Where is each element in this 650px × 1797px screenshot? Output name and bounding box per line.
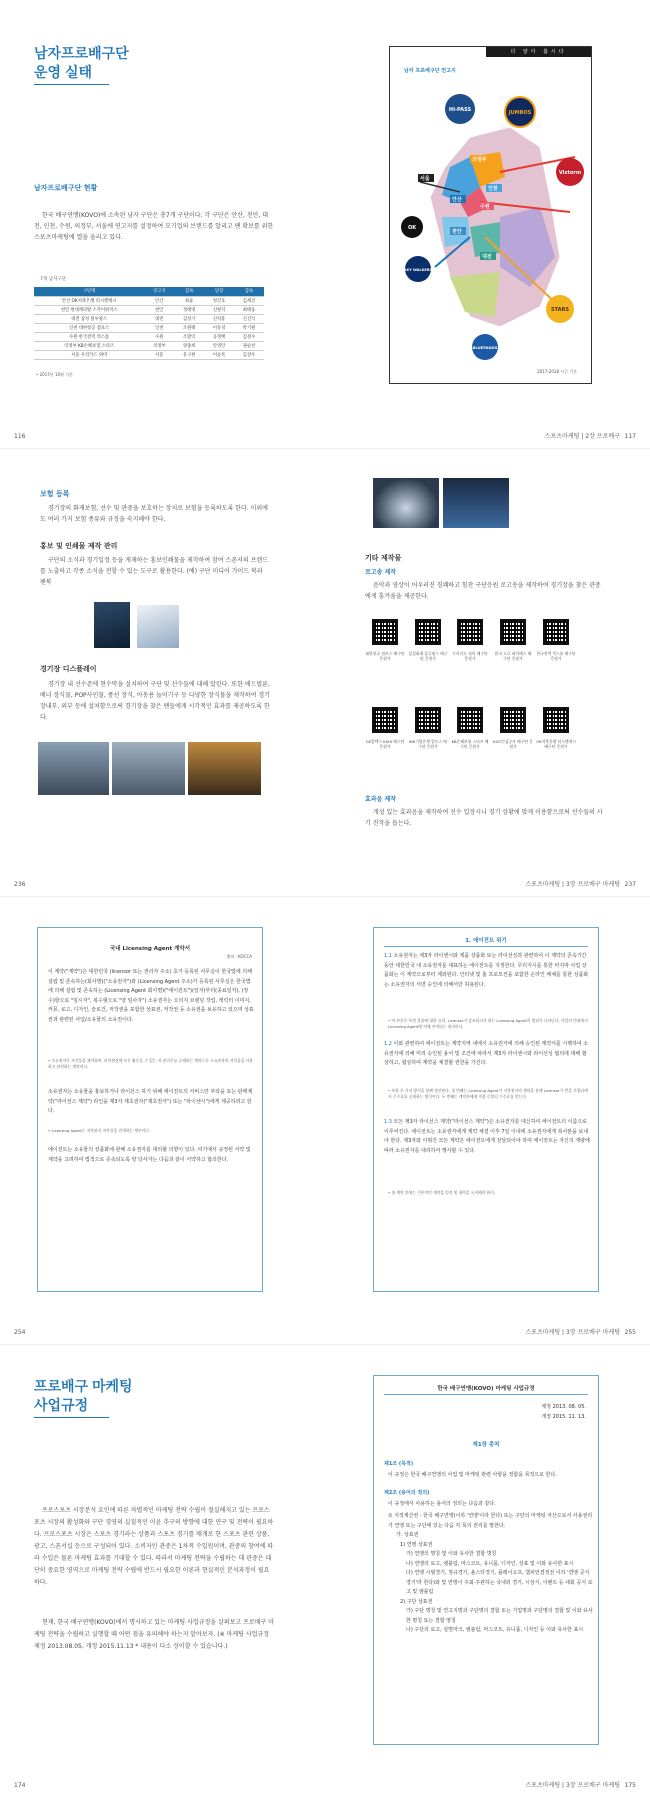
title-line-1: 남자프로배구단 [34,45,129,61]
arena-photo [187,741,262,796]
page-237 [325,449,650,896]
regulation-line: ① 지적재산권 : 한국 배구연맹(이하 '연맹'이라 한다) 또는 구단의 마케팅 자산으로서 사용권리가 연맹 또는 구단에 있는 다음 각 목의 권리를 말한다. [388,1513,593,1529]
table-row [34,314,264,323]
page-175 [325,1345,650,1797]
spread-4 [0,1344,650,1797]
clause-text: 모든 제3자 라이선스 계약("라이선스 계약")은 소유권자를 대신하여 에이전트의 이름으로 이루어진다. 에이전트는 소유권자에게 계약 체결 이후 7일 이내에 소유권자에게 복사본을 보내야 한다. 제3자와 이뤄진 모든 계약은 에이전트에게 전달되어야 하며 에이전트는 자신의 재량에 따라 소유권자를 대리하여 행사할 수 있다. [384,1119,590,1154]
table-cell: 안영안 [204,341,234,350]
running-head: 스포츠마케팅 | 3장 프로배구 마케팅 [525,1782,620,1789]
folio: 237 [624,881,636,888]
info-bar: 더 알아 봅시다 [486,47,591,57]
clause-number: 1.2 [384,1041,392,1047]
team-logo-text: SKY WALKERS [404,268,432,272]
table-cell: 권순찬 [234,341,264,350]
table-header-cell: 연고지 [144,287,174,296]
table-cell: 서울 우리카드 위비 [34,350,144,359]
table-cell: 신현석 [204,305,234,314]
table-row [34,305,264,314]
qr-label: IBK기업은행 알토스 배구단 응원가 [409,739,447,749]
qr-code[interactable] [500,619,526,645]
team-logo-text: BLUEFANGS [472,345,498,350]
article-heading: 제2조 (용어의 정의) [384,1490,430,1496]
qr-code[interactable] [543,619,569,645]
table-cell: 공정배 [204,332,234,341]
page-254 [0,897,325,1344]
folio: 255 [624,1329,636,1336]
section-heading: 보험 등록 [40,490,70,498]
team-logo-text: HI-PASS [448,107,472,113]
team-logo-text: JUMBOS [508,110,532,116]
table-cell: 서울 [144,350,174,359]
qr-code[interactable] [500,707,526,733]
regulation-line: 가) 구단 명칭 및 연고지명과 구단명의 결합 또는 기업명과 구단명의 결합 및 이와 유사한 명칭 또는 결합 명칭 [406,1608,593,1624]
note: • 보통 두 가지 방식을 통해 정산된다. 첫 번째는 Licensing Agent가 저작권자의 계약을 통해 Licensor가 받을 로열티에서 수수료를 공제하는 방식이다. 두 번째는 계약자에게 직접 로열티 수수료를 받는다. [388,1088,588,1099]
running-head: 스포츠마케팅 | 3장 프로배구 마케팅 [525,881,620,888]
page-236 [0,449,325,896]
table-cell: 천안 [144,305,174,314]
qr-code[interactable] [372,619,398,645]
contract-box [37,927,263,1292]
table-cell: 수원 한국전력 빅스톰 [34,332,144,341]
regulation-line: 다) 연맹 시범경기, 정규경기, 올스타경기, 플레이오프, 챔피언결정전 이하 '연맹 공식경기'라 한다)와 및 연맹이 주최·주관하는 국내외 경기, 시상식, 이벤트 등 대회 공식 로고 및 엠블럼 [406,1570,593,1595]
table-cell: 조원태 [174,323,204,332]
clause-number: 1.1 [384,953,392,959]
page-255 [325,897,650,1344]
clause-number: 1.3 [384,1119,392,1125]
date-block [541,1402,586,1422]
subsection-heading: 효과음 제작 [365,796,397,803]
event-photo [372,477,440,529]
table-row [34,341,264,350]
table-cell: 유구현 [174,350,204,359]
table-cell: 최태웅 [234,305,264,314]
qr-label: 우리카드 위비 배구단 응원가 [452,651,488,661]
article-text: 이 규정에서 사용하는 용어의 정의는 다음과 같다. [388,1501,496,1507]
section-heading: 홍보 및 인쇄물 제작 관리 [40,542,118,550]
qr-label: 대한항공 점보스 배구단 응원가 [365,651,405,661]
table-cell: 박기원 [234,323,264,332]
info-box [389,46,592,384]
region-label: 수원 [480,204,490,210]
title-line-2: 운영 실태 [34,64,92,80]
note: • 소유권자가 저작물을 제작하여, 라이센싱에 모든 활동을 수 있는 저 권리주를 규제하는 계약으로 소유권자의 저작물을 사용하고 관련하는 계약이다. [48,1058,253,1069]
korea-map [390,77,593,367]
regulation-line: 가) 연맹의 명칭 및 이와 유사한 결합 명칭 [406,1551,497,1557]
table-header-cell: 구단명 [34,287,144,296]
contract-paragraph: 소유권자는 소유물을 홍보하거나 라이선스 하기 위해 에이전트의 서비스만 부탁을 또는 판매계약("라이선스 계약") 라인을 제3자 계초권자("계초권자") 또는 "라이센시")에게 제공하려고 한다. [48,1089,253,1114]
table-cell: 신진식 [234,314,264,323]
arena-photo [111,741,186,796]
table-row [34,296,264,305]
map-note: 2017-2018 시즌 기준 [537,369,577,374]
table-cell: 안산 OK저축은행 러시앤캐시 [34,296,144,305]
chapter-heading: 제1장 총칙 [472,1442,500,1448]
page-title [34,1377,133,1415]
table-cell: 정길호 [204,296,234,305]
fanbook-image [136,604,180,649]
table-cell: 양종희 [174,341,204,350]
table-header-cell: 감독 [174,287,204,296]
table-cell: 신치용 [204,314,234,323]
note: • Licensing Agent는 저작권자 저작물을 전개하는 세부이다. [48,1128,151,1133]
team-table [34,287,264,360]
qr-label: 한국 도로 하이패스 배구단 응원가 [494,651,532,661]
title-rule [34,1417,109,1418]
table-note: • 2017년 10월 기준 [36,372,73,377]
team-logo-text: STARS [551,307,569,313]
title-line-2: 사업규정 [34,1397,89,1413]
region-label: 인천 [488,186,498,192]
table-cell: 인천 [144,323,174,332]
table-cell: 김상우 [234,350,264,359]
team-logo-text: OK [407,225,417,231]
folio: 116 [14,433,26,440]
qr-code[interactable] [457,619,483,645]
source: 출처 : KOCCA [226,954,252,959]
region-label: 천안 [452,229,462,235]
table-cell: 조환익 [174,332,204,341]
region-label: 서울 [420,176,430,182]
regulation-list [388,1512,593,1636]
contract-paragraph: 이 계약("계약")은 대한민국 (licensor 또는 권리자 주소) 호가 등록된 사무실이 한국법에 의해 설립 및 존속하는(회사명)("소유권자")와 (Licensing Agent 주소)가 등록된 사무실은 한국법에 의해 설립 및 존속하는 (Licensing Agent 회사명)("에이전트")(일자)부터(종료일자), (장수)항으로 "임시자", 복수형으로 "양 임사자") 소유권자는 오리지 브랜딩 작업, 캐릭터 이미지, 커뮤, 로고, 디자인, 슬로건, 저작권을 포함한 상표권, 저작권 등 소유권을 보유하고 있으며 상표권과 관련된 사업/소유물의 소유권이다. [48,969,254,1023]
body-text: 현재, 한국 배구연맹(KOVO)에서 명시하고 있는 마케팅 사업규정을 살펴보고 프로배구 마케팅 전략을 수립하고 실행할 때 어떤 점을 유의해야 하는지 알아보자. (※ 마케팅 사업규정 제정 2013.08.05, 개정 2015.11.13 * 내용이 다소 상이할 수 있습니다.) [34,1619,274,1650]
arena-photo [37,741,110,796]
note: • 이 부분은 특정 상품에 대한 유의, Licensor가 강조하고자 하는 Licensing Agent의 범위가 나타난다. 사업의 범위에서 Licensing Agent에 의해 부여되는 권리이다. [388,1018,588,1029]
table-cell: 최윤 [174,296,204,305]
region-label: 안산 [452,197,462,203]
box-header: 1. 에이전트 위기 [465,938,507,944]
qr-label: OK저축은행 러시앤캐시 배구단 응원가 [536,739,576,749]
page-116 [0,0,325,448]
enacted-date: 제정 2013. 08. 05. [541,1404,586,1410]
table-cell: 김성기 [174,314,204,323]
spread-3 [0,896,650,1344]
table-cell: 이유성 [204,323,234,332]
divider [384,946,588,947]
contract-paragraph: 에이전트는 소유물의 상품화에 관해 소유권자를 대리할 의향이 있다. 여기에서 규정된 서약 및 계약을 고려하여 법적으로 증속되도록 양 당사자는 다음과 같이 서약하고 합의한다. [48,1147,251,1163]
folio: 254 [14,1329,26,1336]
note: • 위 계약 후에는 기본적인 계약을 엄격 및 협력을 유지해야 한다. [388,1190,496,1195]
regulation-line: 2) 구단 상표권 [400,1598,433,1605]
regulation-box [373,1375,599,1745]
section-heading: 경기장 디스플레이 [40,665,97,673]
table-header-cell: 단장 [204,287,234,296]
spread-1 [0,0,650,448]
table-cell: 대전 [144,314,174,323]
section-heading: 기타 제작물 [365,554,402,562]
table-cell: 김세진 [234,296,264,305]
box-title: 국내 Licensing Agent 계약서 [109,946,191,952]
body-text: 구단의 소식과 경기일정 등을 게재하는 홍보인쇄물을 제작하여 잠여 스폰서의 브랜드를 노출하고 각종 소식을 전할 수 있는 도구로 활용한다. (예) 구단 미디어 가이드 북과 팬북 [40,557,269,586]
qr-code[interactable] [415,707,441,733]
body-text: 음악과 영상이 어우러진 경쾌하고 힘찬 구단응원 로고송을 제작하여 경기장을 찾은 관중에게 흥겨움을 제공한다. [365,582,601,600]
regulation-line: 나) 구단의 로고, 심벌마크, 엠블럼, 마스코트, 유니폼, 디자인 등 이와 유사한 표시 [406,1627,584,1633]
qr-code[interactable] [415,619,441,645]
qr-label: GS칼텍스 KIXX 배구단 응원가 [365,739,405,749]
section-heading: 남자프로배구단 현황 [34,184,98,192]
running-head: 스포츠마케팅 | 2장 프로배구 [544,433,620,440]
spread-2 [0,448,650,896]
qr-code[interactable] [543,707,569,733]
regulation-line: 1) 연맹 상표권 [400,1541,433,1548]
clause-text: 이와 관련하여 에이전트는 계약지역 내에서 소유권자에 의해 승인된 계약서를 시행하여 소유권자에 의해 미리 승인된 용어 및 조건에 따라서 제3자 라이센시와 라이선싱 협의에 대해 협상하고, 협상하여 계약을 체결할 권한을 가진다. [384,1041,589,1066]
table-cell: 정태영 [174,305,204,314]
folio: 174 [14,1782,26,1789]
table-caption: 7개 남자구단 [40,277,67,282]
table-header-cell: 감독 [234,287,264,296]
table-cell: 이승록 [204,350,234,359]
table-cell: 안산 [144,296,174,305]
table-row [34,350,264,359]
table-row [34,323,264,332]
table-cell: 의정부 [144,341,174,350]
article-heading: 제1조 (목적) [384,1461,414,1467]
table-cell: 인천 대한항공 점보스 [34,323,144,332]
regulation-line: 나) 연맹의 로고, 엠블럼, 마스코트, 유니폼, 디자인, 상표 및 이와 유사한 표시 [406,1560,574,1567]
body-text: 경기장의 화재보험, 선수 및 관중을 보호하는 장치로 보험을 등록하도록 한다. 이외에도 여러 가지 보험 종류와 규정을 숙지해야 한다. [40,505,268,523]
qr-label: KB손해보험 스타즈 배구단 응원가 [451,739,489,749]
table-cell: 의정부 KB손해보험 스타즈 [34,341,144,350]
folio: 117 [624,433,636,440]
map-title: 남자 프로배구단 연고지 [404,68,456,74]
title-line-1: 프로배구 마케팅 [34,1378,133,1394]
page-174 [0,1345,325,1797]
page-117 [325,0,650,448]
body-text: 한국 배구연맹(KOVO)에 소속된 남자 구단은 총7개 구단이다. 각 구단은 안산, 천안, 대전, 인천, 수원, 의정부, 서울에 연고지를 설정하여 모기업의 브랜드를 알리고 팬 확보를 위한 스포츠마케팅에 열을 올리고 있다. [34,212,274,241]
folio: 175 [624,1782,636,1789]
title-rule [34,84,109,85]
region-label: 의정부 [472,157,487,163]
qr-label: KGC인삼공사 배구단 응원가 [493,739,533,749]
running-head: 스포츠마케팅 | 3장 프로배구 마케팅 [525,1329,620,1336]
regulation-line: 가. 상표권 [396,1532,419,1538]
body-text: 경기장 내 선수존에 현수막을 설치하여 구단 및 선수들에 대해 알린다. 또한 애드벌룬, 배너 장식물, POP사인물, 풍선 장식, 아동용 놀이기구 등 다양한 장식물을 제작하여 경기장내부, 외부 등에 설치함으로써 경기장을 찾은 팬들에게 시각적인 효과를 제공하도록 한다. [40,681,270,721]
body-text: 프로스포츠 시장분석 요인에 따른 차별적인 마케팅 전략 수립이 절실해지고 있는 프로스포츠 시장의 활성화와 구단 경영의 실질적인 이윤 추구의 방향에 대한 연구 및 전략이 필요하다. 프로스포츠 시장은 스포츠 경기라는 상품과 스포츠 경기를 매개로 한 스포츠 관련 상품, 광고, 스폰서십 등으로 구성되어 있다. 소비자인 관중은 1차적 수입원이며, 관중의 참여에 따라 수입은 물론 마케팅 효과를 기대할 수 있다. 따라서 마케팅 전략을 수립하는 데 관중은 대단히 중요한 영역으로 마케팅 전략 수립에 반드시 필요한 이론과 현실적인 분석과정이 필요하다. [34,1507,274,1586]
body-text: 개성 있는 효과음을 제작하여 선수 입장시나 경기 상황에 맞게 이용함으로써 선수들의 사기 진작을 돕는다. [365,809,603,827]
table-cell: 대전 삼성 블루팡스 [34,314,144,323]
table-cell: 김철수 [234,332,264,341]
team-logo-text: Vixtorm [558,170,582,176]
box-title: 한국 배구연맹(KOVO) 마케팅 사업규정 [437,1386,535,1392]
page-title [34,44,129,82]
media-guide-image [93,601,131,649]
divider [384,1394,588,1395]
table-row [34,332,264,341]
folio: 236 [14,881,26,888]
table-cell: 천안 현대캐피탈 스카이워커스 [34,305,144,314]
event-photo [442,477,510,529]
contract-box [373,927,599,1292]
subsection-heading: 로고송 제작 [365,569,397,576]
qr-code[interactable] [372,707,398,733]
qr-code[interactable] [457,707,483,733]
qr-label: 삼성화재 블루팡스 배구단 응원가 [408,651,448,661]
map-region [450,272,500,317]
table-cell: 수원 [144,332,174,341]
qr-label: 한국전력 빅스톰 배구단 응원가 [536,651,576,661]
region-label: 대전 [482,254,492,260]
revised-date: 개정 2015. 11. 13. [541,1414,586,1420]
clause-text: 소유권자는 제3자 라이센시와 제품 상품화 또는 라이선싱과 관련하여 이 계약의 존속기간 동안 대한민국 내 소유권자를 대표하는 에이전트를 지정한다. 무리지시를 통한 마지막 사업 상품화는 이 계약으로부터 제외된다. 인터넷 및 홈 프로모션을 포함한 온라인 매체를 통한 상품화는 소유권자의 서면 승인에 의해서만 허용된다. [384,953,589,988]
article-text: 이 규정은 한국 배구연맹의 사업 및 마케팅 관련 사항을 정함을 목적으로 한다. [388,1472,557,1478]
